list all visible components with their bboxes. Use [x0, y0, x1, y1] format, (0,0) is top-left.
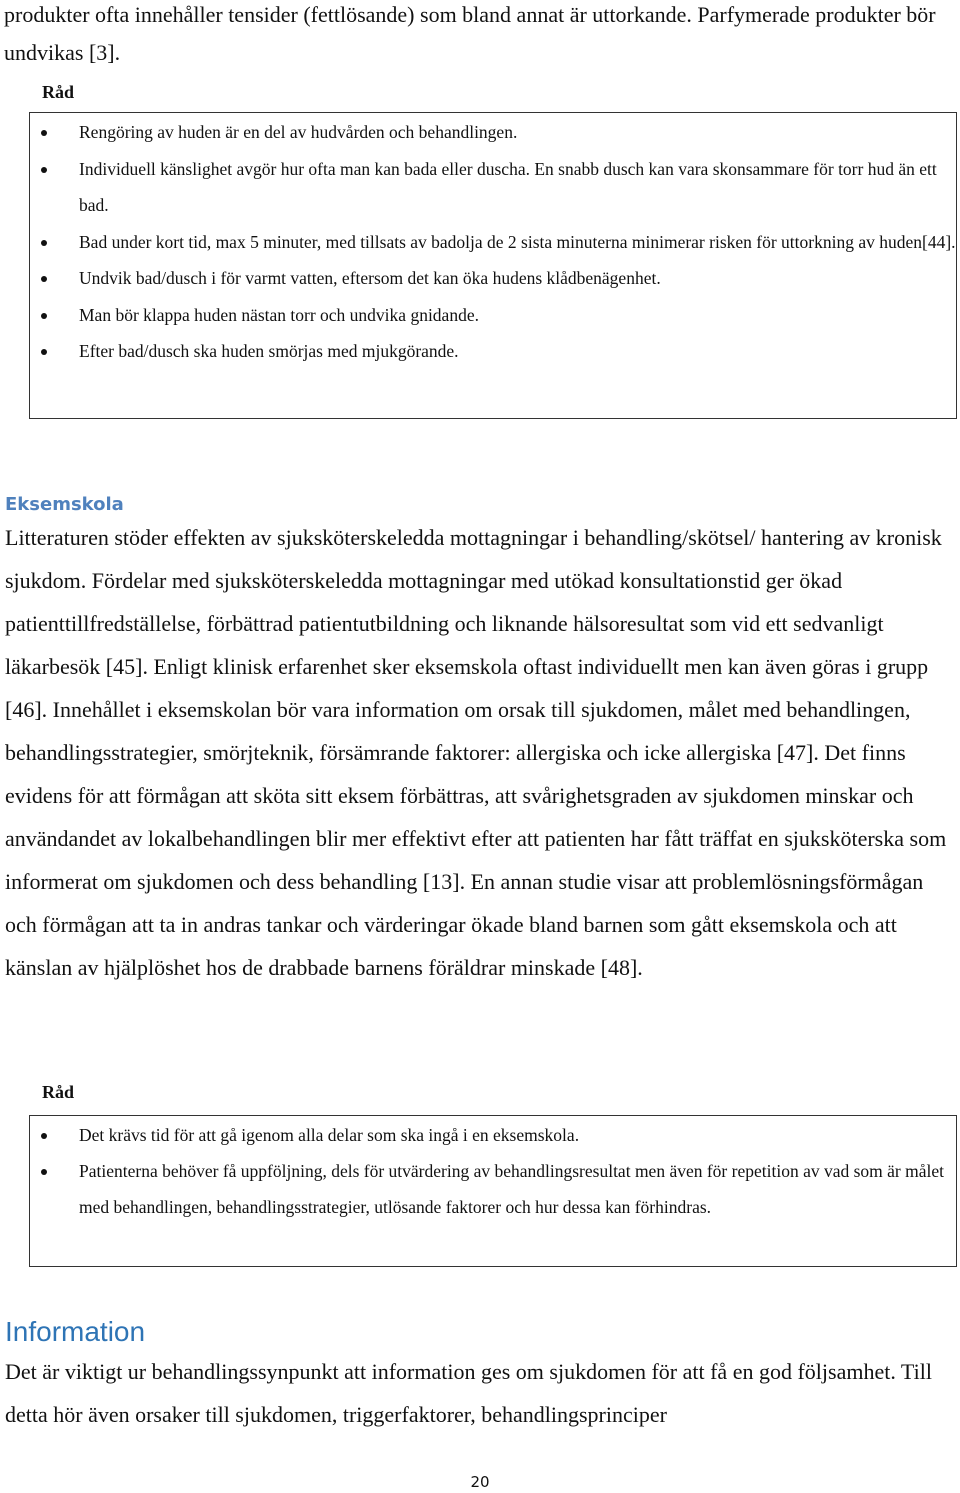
- advice-box-2: [29, 1115, 957, 1267]
- intro-paragraph: produkter ofta innehåller tensider (fettlösande) som bland annat är uttorkande. Parfymerade produkter bör undvikas [3].: [4, 2, 936, 65]
- advice-item: Rengöring av huden är en del av hudvården och behandlingen.: [30, 114, 956, 151]
- rad-heading-1: Råd: [42, 82, 75, 102]
- information-paragraph: Det är viktigt ur behandlingssynpunkt att information ges om sjukdomen för att få en god följsamhet. Till detta hör även orsaker till sjukdomen, triggerfaktorer, behandlingsprinciper: [5, 1359, 932, 1427]
- advice-item: Patienterna behöver få uppföljning, dels för utvärdering av behandlingsresultat men även för repetition av vad som är målet med behandlingen, behandlingsstrategier, utlösande faktorer och hur dessa kan förhindras.: [30, 1153, 956, 1225]
- advice-item: Individuell känslighet avgör hur ofta man kan bada eller duscha. En snabb dusch kan vara skonsammare för torr hud än ett bad.: [30, 151, 956, 224]
- advice-box-1: [29, 112, 957, 419]
- rad-heading-2: Råd: [42, 1082, 75, 1102]
- advice-item: Det krävs tid för att gå igenom alla delar som ska ingå i en eksemskola.: [30, 1117, 956, 1153]
- advice-item: Undvik bad/dusch i för varmt vatten, eftersom det kan öka hudens klådbenägenhet.: [30, 260, 956, 297]
- advice-item: Efter bad/dusch ska huden smörjas med mjukgörande.: [30, 333, 956, 370]
- advice-item: Man bör klappa huden nästan torr och undvika gnidande.: [30, 297, 956, 334]
- eksemskola-heading: Eksemskola: [5, 494, 124, 515]
- advice-list-1: [30, 113, 956, 370]
- advice-list-2: [30, 1116, 956, 1225]
- page-number: 20: [470, 1473, 490, 1491]
- information-heading: Information: [5, 1316, 146, 1347]
- advice-item: Bad under kort tid, max 5 minuter, med tillsats av badolja de 2 sista minuterna minimerar risken för uttorkning av huden[44].: [30, 224, 956, 261]
- eksemskola-paragraph: Litteraturen stöder effekten av sjuksköterskeledda mottagningar i behandling/skötsel/ hantering av kronisk sjukdom. Fördelar med sjuksköterskeledda mottagningar med utökad konsultationstid ger ökad patienttillfredställelse, förbättrad patientutbildning och liknande hälsoresultat som vid ett sedvanligt läkarbesök [45]. Enligt klinisk erfarenhet sker eksemskola oftast individuellt men kan även göras i grupp [46]. Innehållet i eksemskolan bör vara information om orsak till sjukdomen, målet med behandlingen, behandlingsstrategier, smörjteknik, försämrande faktorer: allergiska och icke allergiska [47]. Det finns evidens för att förmågan att sköta sitt eksem förbättras, att svårighetsgraden av sjukdomen minskar och användandet av lokalbehandlingen blir mer effektivt efter att patienten har fått träffat en sjuksköterska som informerat om sjukdomen och dess behandling [13]. En annan studie visar att problemlösningsförmågan och förmågan att ta in andras tankar och värderingar ökade bland barnen som gått eksemskola och att känslan av hjälplöshet hos de drabbade barnens föräldrar minskade [48].: [5, 525, 947, 980]
